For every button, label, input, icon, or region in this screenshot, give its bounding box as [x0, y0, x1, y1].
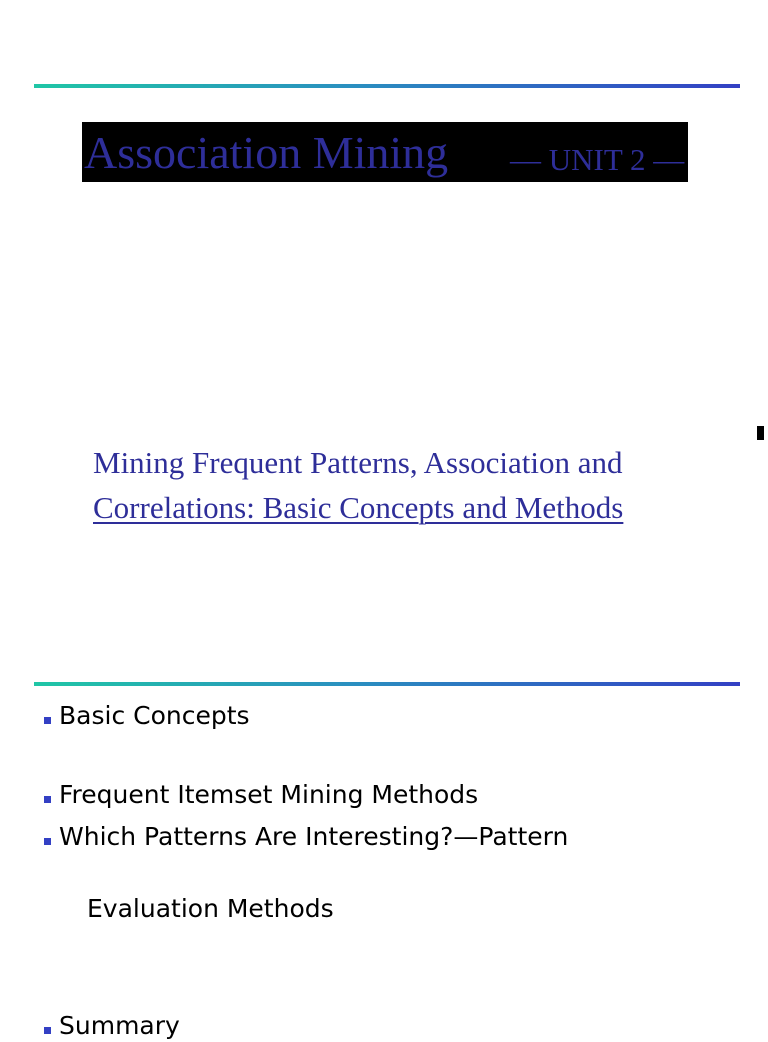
slide-title-box: [82, 122, 688, 182]
slide-subtitle: [93, 440, 713, 530]
square-bullet-icon: [44, 838, 51, 845]
list-item-text: Summary: [59, 1011, 180, 1040]
list-item-text: Which Patterns Are Interesting?—Pattern: [59, 822, 569, 851]
slide-title: Association Mining: [84, 127, 449, 178]
top-divider-rule: [34, 84, 740, 88]
subtitle-line-2-link[interactable]: Correlations: Basic Concepts and Methods: [93, 490, 624, 525]
square-bullet-icon: [44, 1027, 51, 1034]
list-item-text: Frequent Itemset Mining Methods: [59, 780, 479, 809]
square-bullet-icon: [44, 796, 51, 803]
square-bullet-icon: [44, 717, 51, 724]
list-item-continuation: Evaluation Methods: [87, 894, 334, 923]
middle-divider-rule: [34, 682, 740, 686]
list-item-text: Basic Concepts: [59, 701, 250, 730]
edge-marker: [757, 426, 764, 440]
slide-title-unit: — UNIT 2 —: [510, 142, 685, 177]
subtitle-line-1: Mining Frequent Patterns, Association and: [93, 445, 623, 480]
